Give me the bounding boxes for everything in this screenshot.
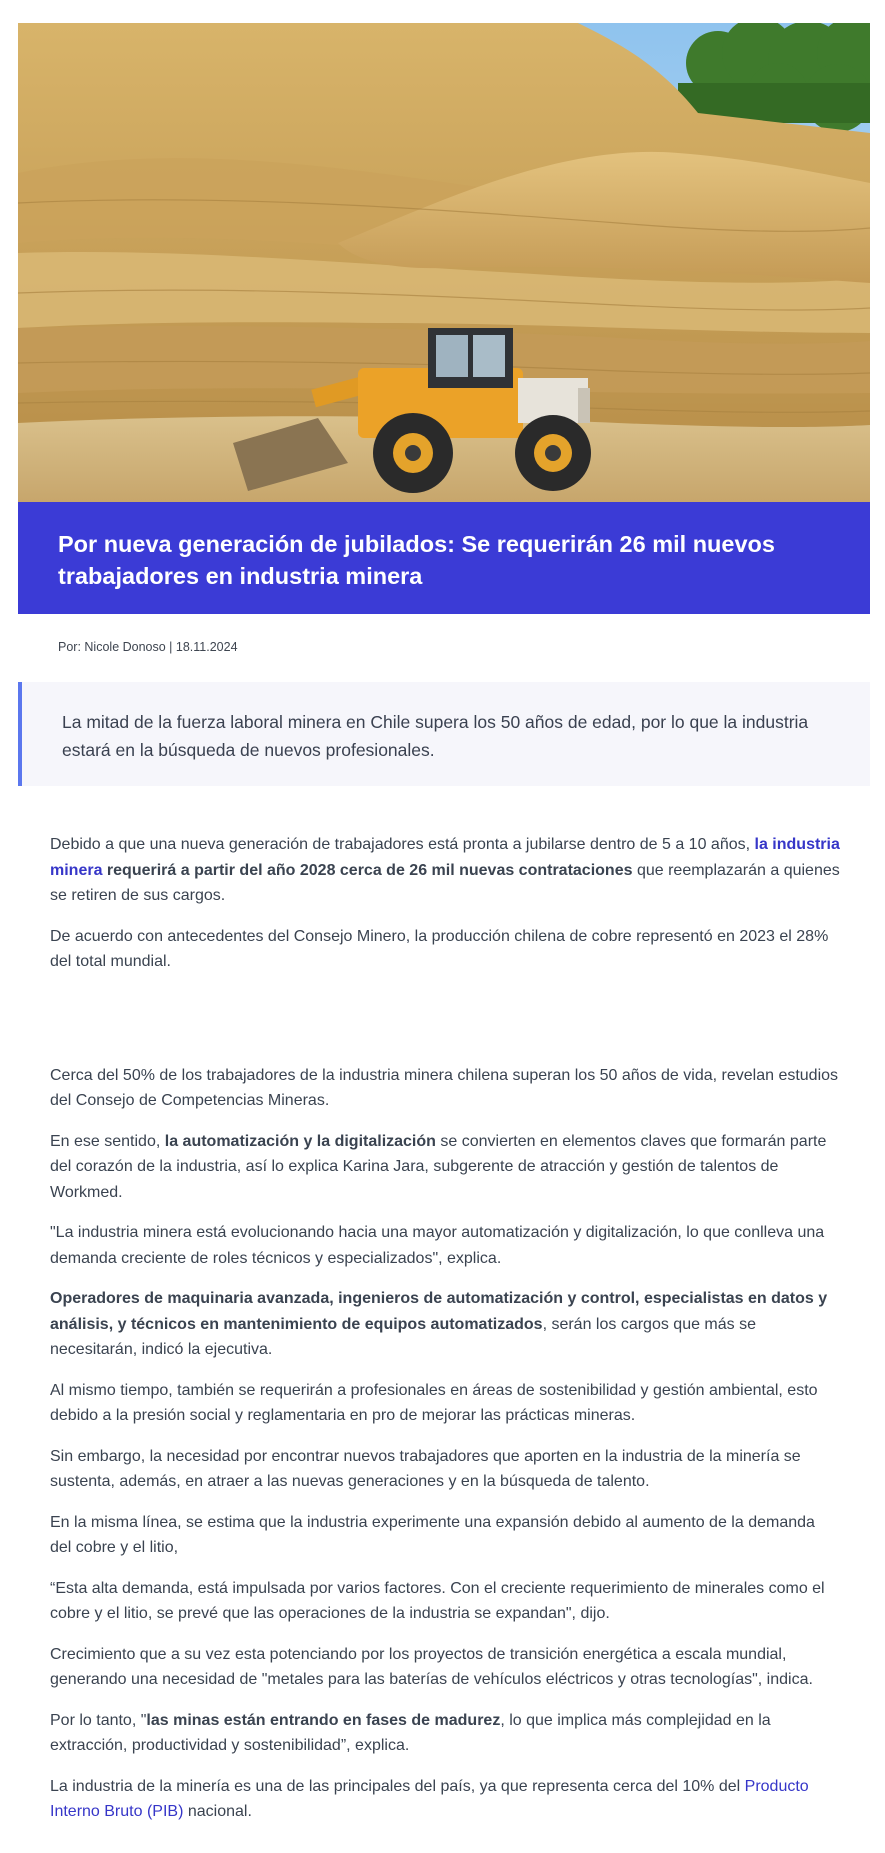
- paragraph: "La industria minera está evolucionando hacia una mayor automatización y digitalización, lo que conlleva una demanda creciente de roles técnicos y especializados", explica.: [50, 1224, 825, 1267]
- byline-separator: |: [165, 640, 176, 654]
- paragraph: Cerca del 50% de los trabajadores de la industria minera chilena superan los 50 años de vida, revelan estudios del Consejo de Competencias Mineras.: [50, 1066, 839, 1109]
- paragraph: De acuerdo con antecedentes del Consejo Minero, la producción chilena de cobre representó en 2023 el 28% del total mundial.: [50, 927, 829, 970]
- paragraph: Crecimiento que a su vez esta potenciando por los proyectos de transición energética a escala mundial, generando una necesidad de "metales para las baterías de vehículos eléctricos y otras tecnologías", indica.: [50, 1645, 813, 1688]
- paragraph: En la misma línea, se estima que la industria experimente una expansión debido al aumento de la demanda del cobre y el litio,: [50, 1513, 815, 1556]
- paragraph: Por lo tanto, "las minas están entrando en fases de madurez, lo que implica más complejidad en la extracción, productividad y sostenibilidad”, explica.: [50, 1711, 771, 1754]
- lead-blockquote: [18, 682, 870, 786]
- paragraph: Al mismo tiempo, también se requerirán a profesionales en áreas de sostenibilidad y gestión ambiental, esto debido a la presión social y reglamentaria en pro de mejorar las prácticas mineras.: [50, 1381, 818, 1424]
- byline: [58, 640, 238, 654]
- hero-image: [18, 23, 870, 502]
- title-band: [18, 502, 870, 614]
- author-name[interactable]: Nicole Donoso: [84, 640, 166, 654]
- paragraph: La industria de la minería es una de las principales del país, ya que representa cerca del 10% del Producto Interno Bruto (PIB) nacional.: [50, 1777, 809, 1820]
- industria-minera-link[interactable]: la industria minera: [50, 836, 840, 879]
- paragraph: Debido a que una nueva generación de trabajadores está pronta a jubilarse dentro de 5 a 10 años, la industria minera requerirá a partir del año 2028 cerca de 26 mil nuevas contrataciones que reemplazarán a quienes se retiren de sus cargos.: [50, 836, 840, 904]
- paragraph: Operadores de maquinaria avanzada, ingenieros de automatización y control, especialistas en datos y análisis, y técnicos en mantenimiento de equipos automatizados, serán los cargos que más se necesitarán, indicó la ejecutiva.: [50, 1290, 828, 1358]
- embed-spacer: [50, 990, 840, 1063]
- lead-text: La mitad de la fuerza laboral minera en Chile supera los 50 años de edad, por lo que la industria estará en la búsqueda de nuevos profesionales.: [62, 712, 809, 760]
- paragraph: Sin embargo, la necesidad por encontrar nuevos trabajadores que aporten en la industria de la minería se sustenta, además, en atraer a las nuevas generaciones y en la búsqueda de talento.: [50, 1447, 801, 1490]
- article-title: Por nueva generación de jubilados: Se requerirán 26 mil nuevos trabajadores en industria minera: [58, 531, 775, 589]
- paragraph: En ese sentido, la automatización y la digitalización se convierten en elementos claves que formarán parte del corazón de la industria, así lo explica Karina Jara, subgerente de atracción y gestión de talentos de Workmed.: [50, 1132, 827, 1201]
- pib-link[interactable]: Producto Interno Bruto (PIB): [50, 1777, 809, 1820]
- paragraph: “Esta alta demanda, está impulsada por varios factores. Con el creciente requerimiento de minerales como el cobre y el litio, se prevé que las operaciones de la industria se expandan", dijo.: [50, 1579, 825, 1622]
- article-body: [50, 832, 840, 1840]
- publish-date: 18.11.2024: [175, 640, 238, 654]
- byline-prefix: Por:: [58, 640, 85, 654]
